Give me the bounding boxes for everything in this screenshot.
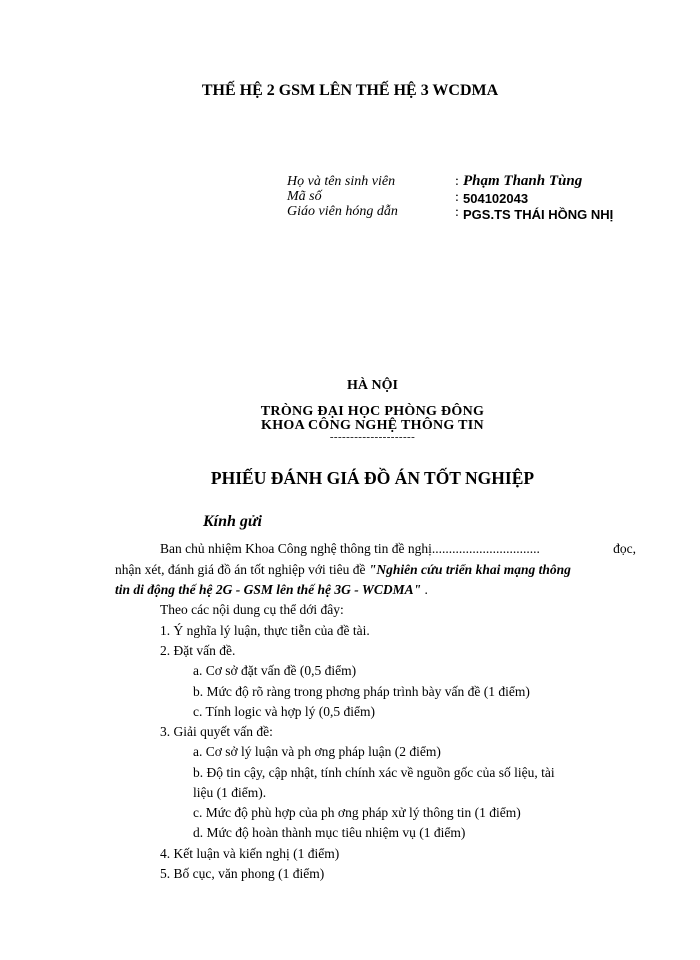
thesis-title-part-1: "Nghiên cứu triển khai mạng thông	[368, 562, 571, 577]
intro-line-2-plain: nhận xét, đánh giá đồ án tốt nghiệp với tiêu đề	[115, 562, 369, 577]
criterion-4: 4. Kết luận và kiến nghị (1 điểm)	[160, 846, 340, 861]
criterion-3c: c. Mức độ phù hợp của ph ơng pháp xử lý thông tin (1 điểm)	[193, 805, 521, 820]
criterion-2c: c. Tính logic và hợp lý (0,5 điểm)	[193, 704, 375, 719]
criterion-2a: a. Cơ sở đặt vấn đề (0,5 điểm)	[193, 663, 357, 678]
intro-line-1-left: Ban chủ nhiệm Khoa Công nghệ thông tin đề nghị................................	[160, 541, 540, 556]
student-id-colon: :	[455, 190, 459, 205]
criterion-1: 1. Ý nghĩa lý luận, thực tiễn của đề tài.	[160, 623, 370, 638]
criterion-2b: b. Mức độ rõ ràng trong phơng pháp trình bày vấn đề (1 điểm)	[193, 684, 530, 699]
criterion-3b-line-2: liệu (1 điểm).	[193, 785, 267, 800]
intro-line-3-end: .	[421, 582, 428, 597]
teacher-label: Giáo viên hóng dẫn	[287, 204, 398, 219]
faculty-name: KHOA CÔNG NGHỆ THÔNG TIN	[261, 418, 484, 433]
greeting: Kính gửi	[203, 513, 262, 530]
city-name: HÀ NỘI	[347, 378, 398, 393]
criterion-2: 2. Đặt vấn đề.	[160, 643, 236, 658]
university-name: TRÒNG ĐẠI HỌC PHÒNG ĐÔNG	[260, 404, 485, 419]
intro-line-1-right: đọc,	[613, 541, 636, 556]
document-title: THẾ HỆ 2 GSM LÊN THẾ HỆ 3 WCDMA	[201, 82, 499, 99]
divider-line: ---------------------	[329, 431, 416, 443]
teacher-value: PGS.TS THÁI HỒNG NHỊ	[463, 207, 614, 222]
intro-line-2	[115, 562, 571, 578]
student-id-label: Mã số	[287, 189, 322, 204]
intro-line-3	[115, 582, 428, 598]
criterion-3d: d. Mức độ hoàn thành mục tiêu nhiệm vụ (1 điểm)	[193, 825, 466, 840]
teacher-colon: :	[455, 205, 459, 220]
student-name-value: Phạm Thanh Tùng	[463, 173, 583, 189]
student-name-colon: :	[455, 174, 459, 189]
student-id-value: 504102043	[463, 191, 529, 206]
criterion-3a: a. Cơ sở lý luận và ph ơng pháp luận (2 điểm)	[193, 744, 441, 759]
criterion-3: 3. Giải quyết vấn đề:	[160, 724, 273, 739]
criteria-intro: Theo các nội dung cụ thể dới đây:	[160, 602, 344, 617]
intro-line-1	[160, 541, 636, 557]
thesis-title-part-2: tin di động thế hệ 2G - GSM lên thế hệ 3G - WCDMA"	[115, 582, 422, 597]
student-name-label: Họ và tên sinh viên	[287, 174, 396, 189]
form-title: PHIẾU ĐÁNH GIÁ ĐỒ ÁN TỐT NGHIỆP	[210, 468, 535, 488]
criterion-5: 5. Bố cục, văn phong (1 điểm)	[160, 866, 325, 881]
criterion-3b-line-1: b. Độ tin cậy, cập nhật, tính chính xác về nguồn gốc của số liệu, tài	[193, 765, 555, 780]
